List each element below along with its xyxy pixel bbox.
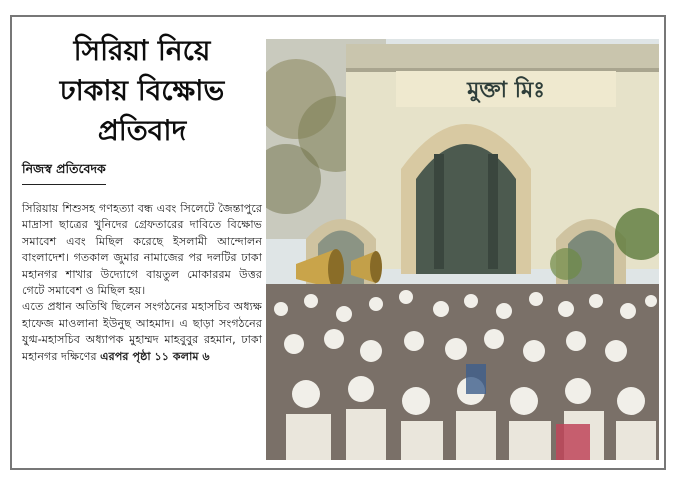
headline-line-1: সিরিয়া নিয়ে (73, 34, 211, 67)
newspaper-clipping (10, 15, 666, 470)
article-byline: নিজস্ব প্রতিবেদক (22, 161, 106, 185)
building-sign: মুক্তা মিঃ (467, 78, 545, 103)
headline-line-3: প্রতিবাদ (97, 114, 187, 147)
article-paragraph-2 (22, 299, 262, 365)
headline-line-2: ঢাকায় বিক্ষোভ (59, 74, 225, 107)
article-headline (22, 31, 262, 151)
news-photo (266, 39, 659, 460)
article-body (22, 201, 262, 365)
protest-rally-photo (266, 39, 659, 460)
continuation-note: এরপর পৃষ্ঠা ১১ কলাম ৬ (100, 349, 210, 363)
article-paragraph-1: সিরিয়ায় শিশুসহ গণহত্যা বন্ধ এবং সিলেটে জৈন্তাপুরে মাদ্রাসা ছাত্রের খুনিদের গ্রেফতারের দাবিতে বিক্ষোভ সমাবেশ এবং মিছিল করেছে ইসলামী আন্দোলন বাংলাদেশ। গতকাল জুমার নামাজের পর দলটির ঢাকা মহানগর শাখার উদ্যোগে বায়তুল মোকাররম উত্তর গেটে সমাবেশ ও মিছিল হয়। (22, 202, 262, 298)
article-text-column (22, 31, 262, 461)
article-paragraph-2-text: এতে প্রধান অতিথি ছিলেন সংগঠনের মহাসচিব অধ্যক্ষ হাফেজ মাওলানা ইউনুছ আহমাদ। এ ছাড়া সংগঠনের যুগ্ম-মহাসচিব অধ্যাপক মুহাম্মদ মাহবুবুর রহমান, ঢাকা মহানগর দক্ষিণের (22, 300, 262, 363)
